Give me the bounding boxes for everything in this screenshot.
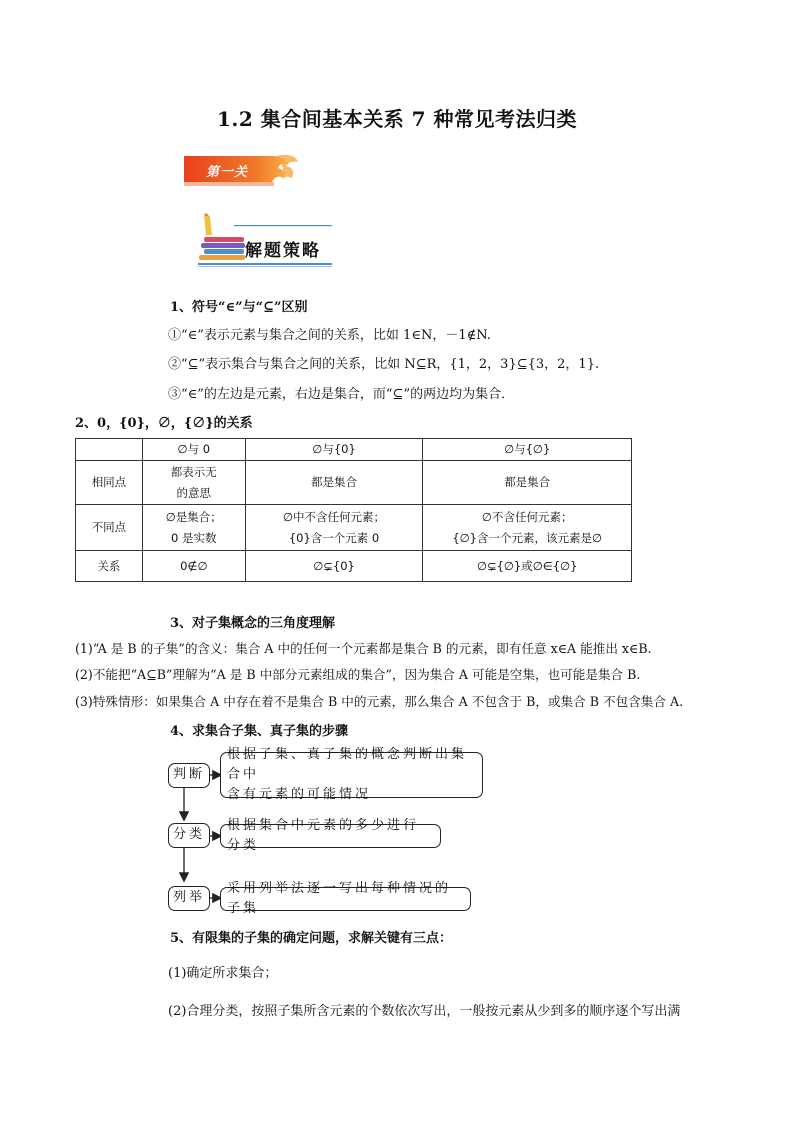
- section1-item: ②“⊆”表示集合与集合之间的关系，比如 N⊆R，{1，2，3}⊆{3，2，1}.: [168, 357, 600, 372]
- flow-step-enumerate-desc: [220, 881, 471, 916]
- flow-step-classify: 分类: [168, 823, 210, 848]
- cell-line: {0}含一个元素 0: [288, 530, 380, 545]
- section3-item: (2)不能把“A⊆B”理解为“A 是 B 中部分元素组成的集合”，因为集合 A 可能是空集，也可能是集合 B.: [75, 667, 641, 682]
- section4-heading: 4、求集合子集、真子集的步骤: [170, 724, 349, 739]
- section1-heading: 1、符号“∈”与“⊆”区别: [170, 300, 308, 315]
- cell-line: ∅是集合；: [165, 509, 222, 524]
- table-row: [76, 461, 632, 505]
- cell-line: 0 是实数: [171, 530, 217, 545]
- section3-item: (3)特殊情形：如果集合 A 中存在着不是集合 B 中的元素，那么集合 A 不包含于 B，或集合 B 不包含集合 A.: [75, 694, 684, 709]
- flow-desc-line: 含有元素的可能情况: [227, 787, 372, 802]
- strategy-heading: 解题策略: [245, 241, 321, 261]
- row-label: 相同点: [76, 461, 143, 505]
- section5-item: (2)合理分类，按照子集所含元素的个数依次写出，一般按元素从少到多的顺序逐个写出满: [168, 1004, 681, 1019]
- section3-heading: 3、对子集概念的三角度理解: [170, 616, 336, 631]
- table-cell: ∅⊊{∅}或∅∈{∅}: [423, 551, 632, 582]
- cell-line: ∅不含任何元素；: [481, 509, 573, 524]
- table-row: [76, 551, 632, 582]
- cell-line: 的意思: [176, 485, 212, 500]
- table-row: [76, 505, 632, 551]
- table-cell: ∅⊊{0}: [245, 551, 423, 582]
- cell-line: {∅}含一个元素，该元素是∅: [452, 530, 603, 545]
- flow-desc-line: 采用列举法逐一写出每种情况的子集: [227, 881, 452, 916]
- cell-line: 都表示无: [170, 464, 217, 479]
- section1-item: ①“∈”表示元素与集合之间的关系，比如 1∈N，－1∉N.: [168, 328, 491, 343]
- flow-step-judge: 判断: [168, 763, 210, 788]
- table-header-row: [76, 439, 632, 461]
- table-cell: [142, 461, 245, 505]
- page-title: 1.2 集合间基本关系 7 种常见考法归类: [216, 107, 578, 131]
- row-label: 不同点: [76, 505, 143, 551]
- row-label: 关系: [76, 551, 143, 582]
- section2-heading: 2、0，{0}，∅，{∅}的关系: [75, 416, 253, 431]
- table-header-cell: ∅与{0}: [245, 439, 423, 461]
- flow-desc-line: 根据子集、真子集的概念判断出集合中: [227, 747, 468, 782]
- section3-item: (1)“A 是 B 的子集”的含义：集合 A 中的任何一个元素都是集合 B 的元素，即有任意 x∈A 能推出 x∈B.: [75, 641, 652, 656]
- comparison-table: [75, 438, 632, 582]
- cell-line: ∅中不含任何元素；: [283, 509, 386, 524]
- banner-label: 第一关: [206, 165, 249, 180]
- table-cell: 0∉∅: [142, 551, 245, 582]
- flow-step-enumerate: 列举: [168, 886, 210, 911]
- table-cell: [245, 505, 423, 551]
- table-cell: [142, 505, 245, 551]
- flow-step-judge-desc: [220, 747, 483, 802]
- table-header-cell: ∅与 0: [142, 439, 245, 461]
- table-cell: 都是集合: [423, 461, 632, 505]
- flow-step-classify-desc: [220, 818, 441, 853]
- flow-desc-line: 根据集合中元素的多少进行分类: [227, 818, 420, 853]
- section5-item: (1)确定所求集合；: [168, 966, 278, 981]
- table-cell: [423, 505, 632, 551]
- table-header-cell: [76, 439, 143, 461]
- table-header-cell: ∅与{∅}: [423, 439, 632, 461]
- section5-heading: 5、有限集的子集的确定问题，求解关键有三点：: [170, 931, 453, 946]
- table-cell: 都是集合: [245, 461, 423, 505]
- section1-item: ③“∈”的左边是元素，右边是集合，而“⊆”的两边均为集合．: [168, 387, 515, 402]
